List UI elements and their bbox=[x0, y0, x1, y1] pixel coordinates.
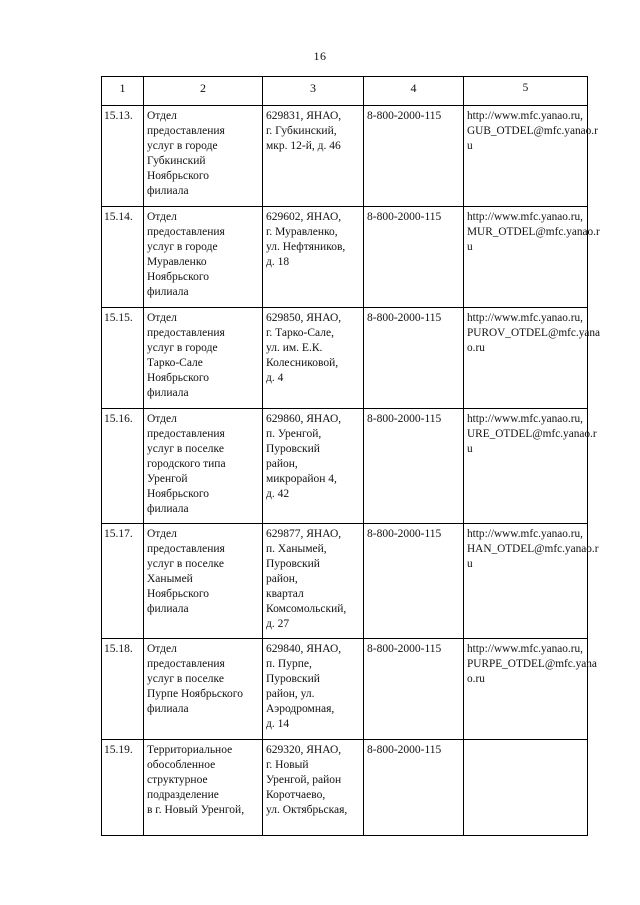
row-number: 15.16. bbox=[102, 409, 144, 524]
office-address: 629320, ЯНАО, г. Новый Уренгой, район Коротчаево, ул. Октябрьская, bbox=[263, 740, 364, 836]
header-col-5: 5 bbox=[464, 77, 588, 106]
table-row bbox=[102, 524, 588, 639]
office-phone: 8-800-2000-115 bbox=[364, 409, 464, 524]
page-number: 16 bbox=[313, 49, 327, 63]
office-name: Отдел предоставления услуг в городе Тарко-Сале Ноябрьского филиала bbox=[144, 308, 263, 409]
office-contacts: http://www.mfc.yanao.ru, PUROV_OTDEL@mfc.yana o.ru bbox=[464, 308, 588, 409]
office-address: 629602, ЯНАО, г. Муравленко, ул. Нефтяников, д. 18 bbox=[263, 207, 364, 308]
table-row bbox=[102, 207, 588, 308]
office-name: Отдел предоставления услуг в городе Муравленко Ноябрьского филиала bbox=[144, 207, 263, 308]
row-number: 15.19. bbox=[102, 740, 144, 836]
office-phone: 8-800-2000-115 bbox=[364, 207, 464, 308]
office-address: 629860, ЯНАО, п. Уренгой, Пуровский район, микрорайон 4, д. 42 bbox=[263, 409, 364, 524]
table-header-row bbox=[102, 77, 588, 106]
office-phone: 8-800-2000-115 bbox=[364, 524, 464, 639]
header-col-3: 3 bbox=[263, 77, 364, 106]
office-name: Территориальное обособленное структурное подразделение в г. Новый Уренгой, bbox=[144, 740, 263, 836]
office-contacts: http://www.mfc.yanao.ru, GUB_OTDEL@mfc.yanao.r u bbox=[464, 106, 588, 207]
table-row bbox=[102, 639, 588, 740]
row-number: 15.13. bbox=[102, 106, 144, 207]
header-col-4: 4 bbox=[364, 77, 464, 106]
header-col-1: 1 bbox=[102, 77, 144, 106]
table-row bbox=[102, 106, 588, 207]
office-phone: 8-800-2000-115 bbox=[364, 308, 464, 409]
office-phone: 8-800-2000-115 bbox=[364, 740, 464, 836]
office-contacts: http://www.mfc.yanao.ru, MUR_OTDEL@mfc.yanao.r u bbox=[464, 207, 588, 308]
row-number: 15.14. bbox=[102, 207, 144, 308]
header-col-2: 2 bbox=[144, 77, 263, 106]
office-contacts: http://www.mfc.yanao.ru, PURPE_OTDEL@mfc.yana o.ru bbox=[464, 639, 588, 740]
office-contacts: http://www.mfc.yanao.ru, URE_OTDEL@mfc.yanao.r u bbox=[464, 409, 588, 524]
office-name: Отдел предоставления услуг в поселке городского типа Уренгой Ноябрьского филиала bbox=[144, 409, 263, 524]
office-name: Отдел предоставления услуг в поселке Ханымей Ноябрьского филиала bbox=[144, 524, 263, 639]
table-row bbox=[102, 409, 588, 524]
table-row bbox=[102, 740, 588, 836]
office-address: 629831, ЯНАО, г. Губкинский, мкр. 12-й, д. 46 bbox=[263, 106, 364, 207]
row-number: 15.15. bbox=[102, 308, 144, 409]
office-contacts: http://www.mfc.yanao.ru, HAN_OTDEL@mfc.yanao.r u bbox=[464, 524, 588, 639]
office-name: Отдел предоставления услуг в городе Губкинский Ноябрьского филиала bbox=[144, 106, 263, 207]
office-contacts bbox=[464, 740, 588, 836]
table-row bbox=[102, 308, 588, 409]
offices-table bbox=[101, 76, 601, 836]
office-address: 629840, ЯНАО, п. Пурпе, Пуровский район, ул. Аэродромная, д. 14 bbox=[263, 639, 364, 740]
row-number: 15.18. bbox=[102, 639, 144, 740]
office-phone: 8-800-2000-115 bbox=[364, 106, 464, 207]
office-name: Отдел предоставления услуг в поселке Пурпе Ноябрьского филиала bbox=[144, 639, 263, 740]
office-address: 629850, ЯНАО, г. Тарко-Сале, ул. им. Е.К. Колесниковой, д. 4 bbox=[263, 308, 364, 409]
page-bottom-margin bbox=[0, 846, 640, 905]
row-number: 15.17. bbox=[102, 524, 144, 639]
office-address: 629877, ЯНАО, п. Ханымей, Пуровский район, квартал Комсомольский, д. 27 bbox=[263, 524, 364, 639]
office-phone: 8-800-2000-115 bbox=[364, 639, 464, 740]
